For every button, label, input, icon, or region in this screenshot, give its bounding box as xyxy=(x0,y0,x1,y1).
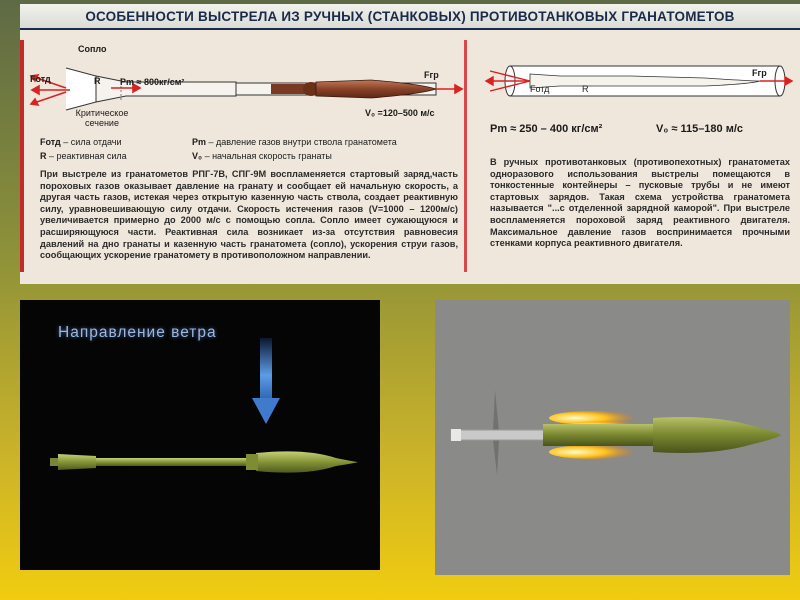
legend-fotd: Fотд – сила отдачи xyxy=(40,137,122,147)
label-fotd: Fотд xyxy=(30,74,51,84)
slide-title: ОСОБЕННОСТИ ВЫСТРЕЛА ИЗ РУЧНЫХ (СТАНКОВЫХ) ПРОТИВОТАНКОВЫХ ГРАНАТОМЕТОВ xyxy=(20,4,800,30)
legend-v0: V₀ – начальная скорость гранаты xyxy=(192,151,332,161)
legend-pm: Pm – давление газов внутри ствола гранатомета xyxy=(192,137,397,147)
label-pm: Pm ≈ 800кг/см² xyxy=(120,77,185,87)
wind-caption: Направление ветра xyxy=(58,324,217,341)
legend-r: R – реактивная сила xyxy=(40,151,127,161)
wind-animation-panel xyxy=(20,300,380,570)
disposable-launcher-diagram xyxy=(470,38,798,118)
right-paragraph: В ручных противотанковых (противопехотных) гранатометах одноразового использования выстрелы помещаются в тонкостенные контейнеры – пусковые трубы и не имеют стартовых зарядов. Такая схема устройства гранатомета называется "...с отделенной зарядной каморой". При выстреле воспламеняется пороховой заряд реактивного двигателя. Максимальное давление газов воспринимается прочными стенками корпуса реактивного двигателя. xyxy=(490,157,790,249)
left-red-bar xyxy=(20,40,24,272)
label-critical-section: Критическое сечение xyxy=(75,108,129,128)
launch-animation-panel xyxy=(435,300,790,575)
label-r-right: R xyxy=(582,84,589,94)
formula-pm: Pm ≈ 250 – 400 кг/см² xyxy=(490,123,603,135)
wind-arrow-icon xyxy=(248,338,284,428)
label-fgr-right: Fгр xyxy=(752,68,767,78)
textbook-scan xyxy=(20,4,800,284)
grenade-launch-icon xyxy=(443,380,788,490)
label-r: R xyxy=(94,76,101,86)
label-v0-left: V₀ =120–500 м/с xyxy=(365,108,435,118)
label-soplo: Сопло xyxy=(78,44,107,54)
label-fotd-right: Fотд xyxy=(530,84,550,94)
left-paragraph: При выстреле из гранатометов РПГ-7В, СПГ-9М воспламеняется стартовый заряд,часть пороховых газов оказывает давление на гранату и сообщает ей начальную скорость, а другая часть газов, истекая через открытую казенную часть ствола, создает реактивную силу, уравновешивающую силу отдачи. Скорость истечения газов (V=1000 – 1200м/с) увеличивается примерно до 2000 м/с с помощью сопла. Сопло имеет сужающуюся и расширяющуюся части. Реактивная сила возникает из-за отсутствия равновесия давлений на дно гранаты и казенную часть гранатомета (сопло), ускорения струи газов, сообщающих ускорение гранатомету в противоположном направлении. xyxy=(40,169,458,261)
label-fgr-left: Fгр xyxy=(424,70,439,80)
formula-v0: V₀ ≈ 115–180 м/с xyxy=(656,123,744,135)
rpg-grenade-green xyxy=(46,444,366,480)
